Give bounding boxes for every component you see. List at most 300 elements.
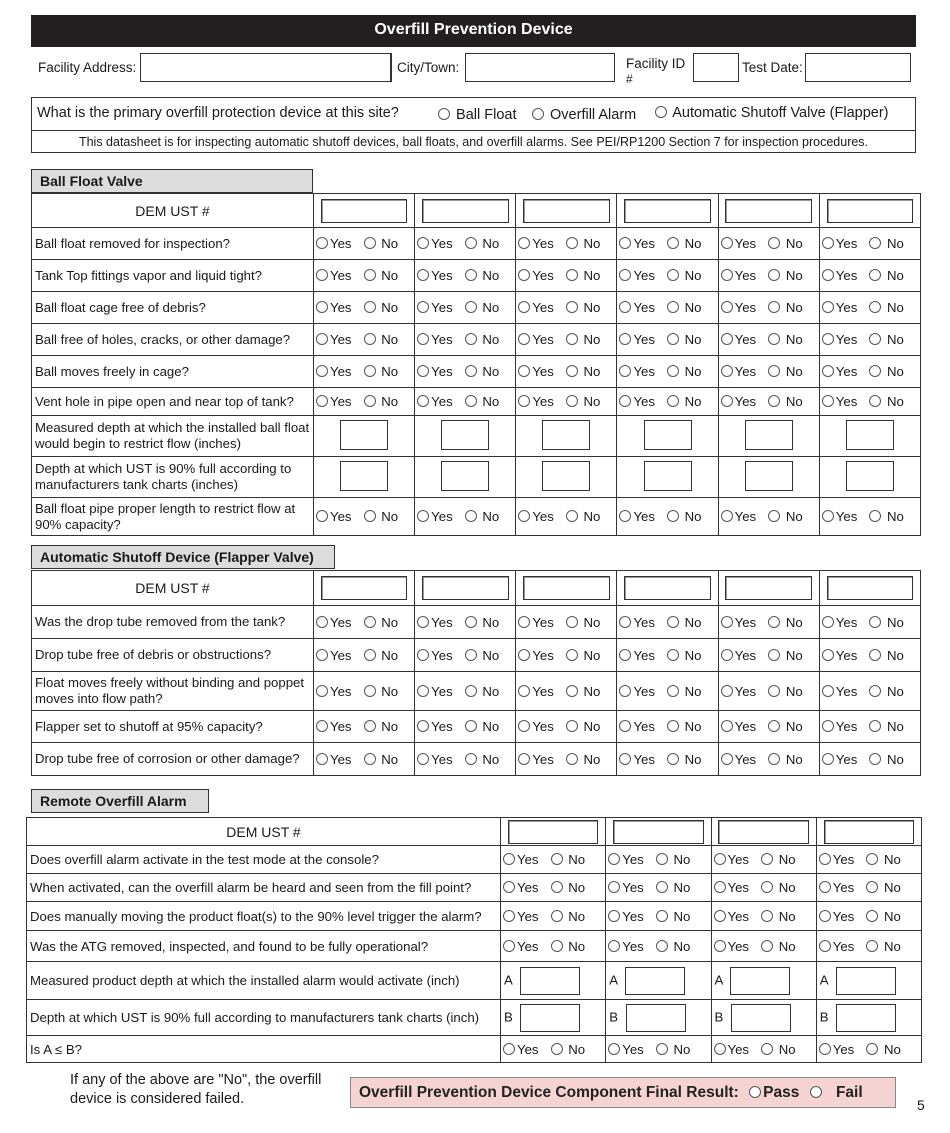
yes-no-choice[interactable] [415, 356, 516, 388]
radio-icon[interactable] [656, 940, 668, 952]
radio-icon[interactable] [417, 510, 429, 522]
yes-no-choice[interactable] [314, 606, 415, 639]
yes-no-choice[interactable] [516, 324, 617, 356]
radio-icon[interactable] [417, 649, 429, 661]
radio-icon[interactable] [667, 685, 679, 697]
radio-icon[interactable] [819, 1043, 831, 1055]
radio-icon[interactable] [866, 910, 878, 922]
yes-no-choice[interactable] [415, 672, 516, 711]
radio-icon[interactable] [364, 720, 376, 732]
yes-no-choice[interactable] [819, 292, 920, 324]
radio-icon[interactable] [869, 237, 881, 249]
radio-icon[interactable] [316, 685, 328, 697]
radio-icon[interactable] [608, 910, 620, 922]
radio-icon[interactable] [822, 616, 834, 628]
yes-no-choice[interactable] [314, 356, 415, 388]
radio-icon[interactable] [566, 269, 578, 281]
radio-icon[interactable] [566, 649, 578, 661]
yes-no-choice[interactable] [617, 711, 718, 743]
radio-icon[interactable] [819, 940, 831, 952]
yes-no-choice[interactable] [516, 228, 617, 260]
radio-icon[interactable] [667, 616, 679, 628]
radio-icon[interactable] [364, 269, 376, 281]
measure-field[interactable] [441, 461, 489, 491]
radio-icon[interactable] [714, 881, 726, 893]
ust-number-field[interactable] [824, 820, 914, 844]
ust-number-field[interactable] [422, 199, 509, 223]
radio-icon[interactable] [667, 301, 679, 313]
radio-icon[interactable] [768, 720, 780, 732]
radio-icon[interactable] [822, 365, 834, 377]
measure-field[interactable] [520, 967, 580, 995]
ust-number-field[interactable] [321, 576, 408, 600]
radio-icon[interactable] [656, 1043, 668, 1055]
yes-no-choice[interactable] [516, 388, 617, 416]
radio-icon[interactable] [667, 365, 679, 377]
radio-icon[interactable] [656, 910, 668, 922]
radio-icon[interactable] [768, 269, 780, 281]
yes-no-choice[interactable] [819, 672, 920, 711]
radio-icon[interactable] [866, 940, 878, 952]
radio-icon[interactable] [619, 510, 631, 522]
radio-icon[interactable] [364, 753, 376, 765]
radio-icon[interactable] [316, 333, 328, 345]
radio-icon[interactable] [768, 685, 780, 697]
yes-no-choice[interactable] [501, 1036, 606, 1063]
measure-field[interactable] [730, 967, 790, 995]
yes-no-choice[interactable] [819, 356, 920, 388]
radio-icon[interactable] [822, 649, 834, 661]
radio-icon[interactable] [822, 269, 834, 281]
radio-icon[interactable] [417, 720, 429, 732]
ust-number-field[interactable] [422, 576, 509, 600]
radio-icon[interactable] [749, 1086, 761, 1098]
yes-no-choice[interactable] [711, 931, 816, 962]
radio-icon[interactable] [866, 853, 878, 865]
radio-icon[interactable] [768, 333, 780, 345]
yes-no-choice[interactable] [516, 743, 617, 776]
radio-icon[interactable] [364, 237, 376, 249]
radio-icon[interactable] [866, 1043, 878, 1055]
radio-icon[interactable] [619, 649, 631, 661]
radio-icon[interactable] [619, 333, 631, 345]
radio-icon[interactable] [518, 269, 530, 281]
radio-icon[interactable] [761, 940, 773, 952]
radio-icon[interactable] [316, 395, 328, 407]
radio-icon[interactable] [364, 365, 376, 377]
yes-no-choice[interactable] [816, 931, 921, 962]
yes-no-choice[interactable] [718, 260, 819, 292]
radio-icon[interactable] [656, 881, 668, 893]
yes-no-choice[interactable] [617, 356, 718, 388]
radio-icon[interactable] [721, 685, 733, 697]
radio-icon[interactable] [869, 333, 881, 345]
radio-icon[interactable] [566, 395, 578, 407]
radio-icon[interactable] [364, 649, 376, 661]
radio-icon[interactable] [316, 720, 328, 732]
yes-no-choice[interactable] [718, 388, 819, 416]
yes-no-choice[interactable] [617, 639, 718, 672]
radio-icon[interactable] [518, 616, 530, 628]
yes-no-choice[interactable] [415, 498, 516, 536]
radio-icon[interactable] [619, 685, 631, 697]
yes-no-choice[interactable] [314, 498, 415, 536]
yes-no-choice[interactable] [718, 356, 819, 388]
radio-icon[interactable] [768, 365, 780, 377]
radio-icon[interactable] [768, 649, 780, 661]
radio-icon[interactable] [465, 365, 477, 377]
radio-icon[interactable] [869, 753, 881, 765]
yes-no-choice[interactable] [711, 846, 816, 874]
yes-no-choice[interactable] [314, 672, 415, 711]
radio-icon[interactable] [608, 853, 620, 865]
yes-no-choice[interactable] [617, 606, 718, 639]
yes-no-choice[interactable] [516, 672, 617, 711]
yes-no-choice[interactable] [501, 931, 606, 962]
radio-icon[interactable] [518, 333, 530, 345]
radio-icon[interactable] [518, 395, 530, 407]
radio-icon[interactable] [667, 269, 679, 281]
radio-icon[interactable] [608, 881, 620, 893]
yes-no-choice[interactable] [516, 356, 617, 388]
radio-icon[interactable] [619, 237, 631, 249]
facility-id-field[interactable] [693, 53, 739, 82]
yes-no-choice[interactable] [606, 846, 711, 874]
radio-icon[interactable] [566, 685, 578, 697]
yes-no-choice[interactable] [516, 711, 617, 743]
yes-no-choice[interactable] [617, 324, 718, 356]
yes-no-choice[interactable] [415, 639, 516, 672]
radio-icon[interactable] [822, 685, 834, 697]
radio-icon[interactable] [721, 269, 733, 281]
radio-icon[interactable] [619, 301, 631, 313]
radio-icon[interactable] [465, 395, 477, 407]
radio-icon[interactable] [364, 616, 376, 628]
yes-no-choice[interactable] [819, 498, 920, 536]
radio-icon[interactable] [417, 237, 429, 249]
pass-option[interactable] [749, 1084, 799, 1101]
ust-number-field[interactable] [827, 199, 914, 223]
radio-icon[interactable] [869, 510, 881, 522]
ust-number-field[interactable] [725, 576, 812, 600]
yes-no-choice[interactable] [516, 292, 617, 324]
radio-icon[interactable] [465, 685, 477, 697]
radio-icon[interactable] [566, 365, 578, 377]
measure-field[interactable] [745, 461, 793, 491]
radio-icon[interactable] [761, 853, 773, 865]
radio-icon[interactable] [714, 853, 726, 865]
yes-no-choice[interactable] [314, 388, 415, 416]
radio-icon[interactable] [417, 685, 429, 697]
radio-icon[interactable] [822, 395, 834, 407]
yes-no-choice[interactable] [314, 711, 415, 743]
radio-icon[interactable] [768, 753, 780, 765]
ust-number-field[interactable] [718, 820, 808, 844]
yes-no-choice[interactable] [819, 711, 920, 743]
yes-no-choice[interactable] [816, 846, 921, 874]
yes-no-choice[interactable] [314, 743, 415, 776]
yes-no-choice[interactable] [816, 1036, 921, 1063]
yes-no-choice[interactable] [415, 388, 516, 416]
measure-field[interactable] [731, 1004, 791, 1032]
radio-icon[interactable] [619, 720, 631, 732]
radio-icon[interactable] [619, 365, 631, 377]
radio-icon[interactable] [822, 333, 834, 345]
radio-icon[interactable] [417, 269, 429, 281]
radio-icon[interactable] [721, 301, 733, 313]
radio-icon[interactable] [316, 616, 328, 628]
radio-icon[interactable] [518, 649, 530, 661]
radio-icon[interactable] [417, 616, 429, 628]
option-shutoff-valve[interactable] [655, 105, 889, 121]
radio-icon[interactable] [417, 395, 429, 407]
yes-no-choice[interactable] [718, 743, 819, 776]
yes-no-choice[interactable] [718, 672, 819, 711]
yes-no-choice[interactable] [314, 228, 415, 260]
radio-icon[interactable] [518, 365, 530, 377]
radio-icon[interactable] [869, 720, 881, 732]
radio-icon[interactable] [465, 301, 477, 313]
yes-no-choice[interactable] [819, 260, 920, 292]
radio-icon[interactable] [619, 269, 631, 281]
radio-icon[interactable] [417, 753, 429, 765]
measure-field[interactable] [340, 420, 388, 450]
radio-icon[interactable] [438, 108, 450, 120]
ust-number-field[interactable] [523, 199, 610, 223]
yes-no-choice[interactable] [718, 292, 819, 324]
radio-icon[interactable] [667, 649, 679, 661]
radio-icon[interactable] [869, 395, 881, 407]
radio-icon[interactable] [721, 237, 733, 249]
ust-number-field[interactable] [508, 820, 598, 844]
yes-no-choice[interactable] [819, 228, 920, 260]
yes-no-choice[interactable] [415, 228, 516, 260]
option-ball-float[interactable] [438, 107, 516, 123]
yes-no-choice[interactable] [711, 1036, 816, 1063]
radio-icon[interactable] [721, 510, 733, 522]
radio-icon[interactable] [667, 333, 679, 345]
radio-icon[interactable] [465, 720, 477, 732]
radio-icon[interactable] [869, 685, 881, 697]
yes-no-choice[interactable] [819, 324, 920, 356]
radio-icon[interactable] [608, 1043, 620, 1055]
yes-no-choice[interactable] [415, 260, 516, 292]
ust-number-field[interactable] [321, 199, 408, 223]
radio-icon[interactable] [465, 237, 477, 249]
radio-icon[interactable] [465, 753, 477, 765]
radio-icon[interactable] [417, 365, 429, 377]
radio-icon[interactable] [768, 395, 780, 407]
radio-icon[interactable] [465, 510, 477, 522]
radio-icon[interactable] [316, 510, 328, 522]
radio-icon[interactable] [667, 395, 679, 407]
radio-icon[interactable] [503, 853, 515, 865]
radio-icon[interactable] [364, 685, 376, 697]
radio-icon[interactable] [721, 616, 733, 628]
radio-icon[interactable] [465, 269, 477, 281]
radio-icon[interactable] [551, 910, 563, 922]
radio-icon[interactable] [465, 616, 477, 628]
radio-icon[interactable] [566, 237, 578, 249]
yes-no-choice[interactable] [718, 228, 819, 260]
radio-icon[interactable] [714, 940, 726, 952]
facility-address-field[interactable] [140, 53, 391, 82]
radio-icon[interactable] [869, 616, 881, 628]
ust-number-field[interactable] [624, 199, 711, 223]
radio-icon[interactable] [518, 685, 530, 697]
radio-icon[interactable] [721, 720, 733, 732]
radio-icon[interactable] [518, 301, 530, 313]
radio-icon[interactable] [551, 853, 563, 865]
radio-icon[interactable] [655, 106, 667, 118]
yes-no-choice[interactable] [516, 498, 617, 536]
yes-no-choice[interactable] [617, 228, 718, 260]
yes-no-choice[interactable] [606, 902, 711, 931]
radio-icon[interactable] [667, 753, 679, 765]
yes-no-choice[interactable] [415, 292, 516, 324]
radio-icon[interactable] [866, 881, 878, 893]
radio-icon[interactable] [822, 237, 834, 249]
radio-icon[interactable] [810, 1086, 822, 1098]
radio-icon[interactable] [869, 301, 881, 313]
radio-icon[interactable] [608, 940, 620, 952]
radio-icon[interactable] [364, 510, 376, 522]
radio-icon[interactable] [316, 269, 328, 281]
radio-icon[interactable] [465, 649, 477, 661]
yes-no-choice[interactable] [415, 743, 516, 776]
radio-icon[interactable] [714, 1043, 726, 1055]
yes-no-choice[interactable] [819, 388, 920, 416]
yes-no-choice[interactable] [718, 498, 819, 536]
measure-field[interactable] [441, 420, 489, 450]
radio-icon[interactable] [465, 333, 477, 345]
yes-no-choice[interactable] [617, 260, 718, 292]
radio-icon[interactable] [566, 753, 578, 765]
radio-icon[interactable] [551, 940, 563, 952]
radio-icon[interactable] [316, 301, 328, 313]
yes-no-choice[interactable] [314, 260, 415, 292]
yes-no-choice[interactable] [606, 1036, 711, 1063]
radio-icon[interactable] [503, 881, 515, 893]
yes-no-choice[interactable] [617, 498, 718, 536]
yes-no-choice[interactable] [617, 672, 718, 711]
radio-icon[interactable] [768, 510, 780, 522]
radio-icon[interactable] [364, 301, 376, 313]
ust-number-field[interactable] [624, 576, 711, 600]
radio-icon[interactable] [566, 333, 578, 345]
radio-icon[interactable] [566, 720, 578, 732]
city-town-field[interactable] [465, 53, 615, 82]
radio-icon[interactable] [822, 510, 834, 522]
ust-number-field[interactable] [725, 199, 812, 223]
yes-no-choice[interactable] [617, 388, 718, 416]
radio-icon[interactable] [721, 395, 733, 407]
radio-icon[interactable] [667, 720, 679, 732]
radio-icon[interactable] [819, 910, 831, 922]
radio-icon[interactable] [316, 649, 328, 661]
measure-field[interactable] [542, 420, 590, 450]
yes-no-choice[interactable] [718, 324, 819, 356]
radio-icon[interactable] [656, 853, 668, 865]
radio-icon[interactable] [822, 720, 834, 732]
radio-icon[interactable] [869, 649, 881, 661]
yes-no-choice[interactable] [819, 606, 920, 639]
radio-icon[interactable] [822, 301, 834, 313]
yes-no-choice[interactable] [606, 874, 711, 902]
radio-icon[interactable] [721, 365, 733, 377]
yes-no-choice[interactable] [819, 743, 920, 776]
ust-number-field[interactable] [523, 576, 610, 600]
test-date-field[interactable] [805, 53, 911, 82]
radio-icon[interactable] [417, 301, 429, 313]
radio-icon[interactable] [869, 365, 881, 377]
yes-no-choice[interactable] [415, 324, 516, 356]
yes-no-choice[interactable] [711, 902, 816, 931]
measure-field[interactable] [644, 461, 692, 491]
yes-no-choice[interactable] [606, 931, 711, 962]
radio-icon[interactable] [822, 753, 834, 765]
radio-icon[interactable] [619, 616, 631, 628]
yes-no-choice[interactable] [516, 606, 617, 639]
yes-no-choice[interactable] [516, 639, 617, 672]
radio-icon[interactable] [768, 616, 780, 628]
yes-no-choice[interactable] [314, 639, 415, 672]
yes-no-choice[interactable] [516, 260, 617, 292]
measure-field[interactable] [745, 420, 793, 450]
radio-icon[interactable] [761, 910, 773, 922]
ust-number-field[interactable] [827, 576, 914, 600]
yes-no-choice[interactable] [501, 874, 606, 902]
radio-icon[interactable] [316, 753, 328, 765]
radio-icon[interactable] [619, 753, 631, 765]
yes-no-choice[interactable] [816, 874, 921, 902]
yes-no-choice[interactable] [415, 606, 516, 639]
yes-no-choice[interactable] [711, 874, 816, 902]
radio-icon[interactable] [566, 301, 578, 313]
measure-field[interactable] [625, 967, 685, 995]
radio-icon[interactable] [761, 881, 773, 893]
radio-icon[interactable] [551, 881, 563, 893]
yes-no-choice[interactable] [718, 606, 819, 639]
measure-field[interactable] [520, 1004, 580, 1032]
radio-icon[interactable] [364, 333, 376, 345]
radio-icon[interactable] [316, 365, 328, 377]
yes-no-choice[interactable] [617, 292, 718, 324]
radio-icon[interactable] [768, 237, 780, 249]
yes-no-choice[interactable] [501, 902, 606, 931]
option-overfill-alarm[interactable] [532, 107, 636, 123]
radio-icon[interactable] [768, 301, 780, 313]
ust-number-field[interactable] [613, 820, 703, 844]
measure-field[interactable] [836, 1004, 896, 1032]
yes-no-choice[interactable] [314, 324, 415, 356]
measure-field[interactable] [644, 420, 692, 450]
radio-icon[interactable] [532, 108, 544, 120]
radio-icon[interactable] [518, 237, 530, 249]
radio-icon[interactable] [721, 333, 733, 345]
radio-icon[interactable] [761, 1043, 773, 1055]
radio-icon[interactable] [721, 753, 733, 765]
radio-icon[interactable] [518, 753, 530, 765]
radio-icon[interactable] [619, 395, 631, 407]
radio-icon[interactable] [566, 616, 578, 628]
radio-icon[interactable] [721, 649, 733, 661]
measure-field[interactable] [626, 1004, 686, 1032]
yes-no-choice[interactable] [415, 711, 516, 743]
radio-icon[interactable] [667, 510, 679, 522]
measure-field[interactable] [846, 461, 894, 491]
radio-icon[interactable] [417, 333, 429, 345]
